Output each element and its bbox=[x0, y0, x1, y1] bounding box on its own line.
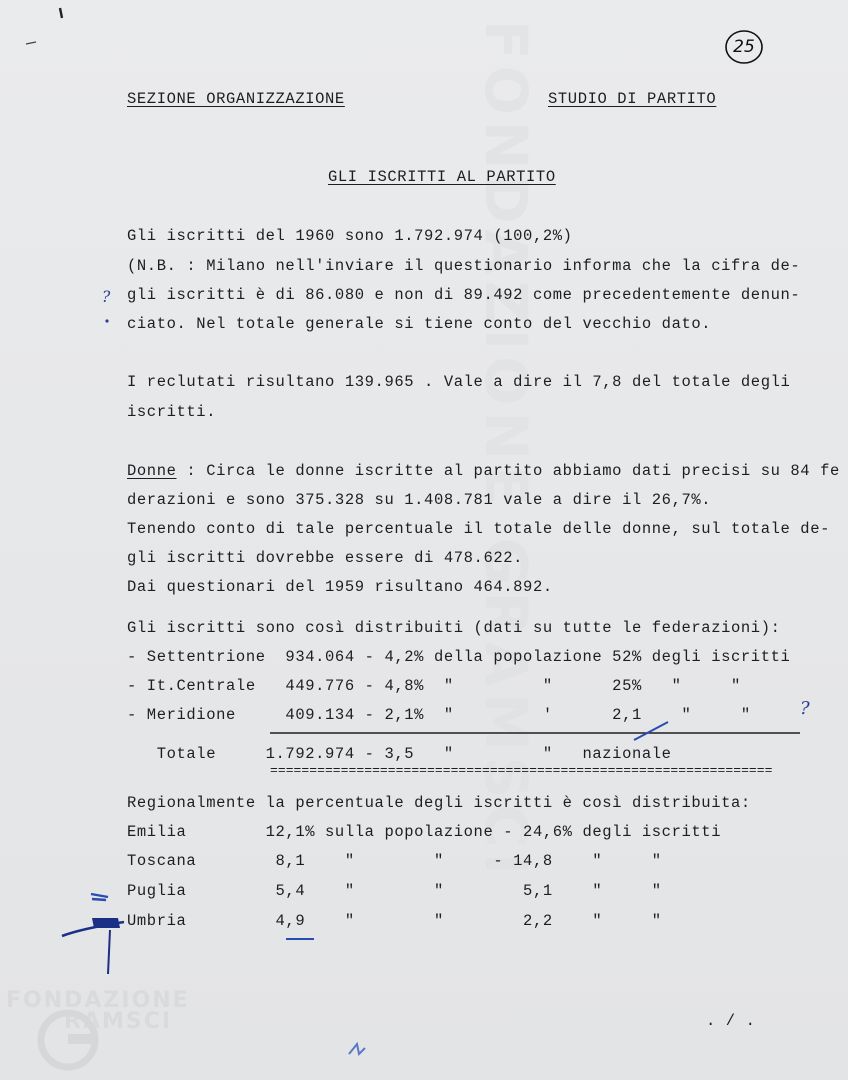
distribution-row: - Meridione 409.134 - 2,1% " ' 2,1 " " bbox=[127, 706, 751, 724]
women-line: gli iscritti dovrebbe essere di 478.622. bbox=[127, 549, 524, 567]
regional-row: Toscana 8,1 " " - 14,8 " " bbox=[127, 852, 662, 870]
margin-dot bbox=[104, 318, 110, 324]
blue-dash-mark bbox=[88, 888, 114, 904]
blue-tick-mark bbox=[632, 718, 672, 744]
vertical-watermark: FONDAZIONE GRAMSCI bbox=[472, 20, 540, 881]
para1-line: (N.B. : Milano nell'inviare il questionario informa che la cifra de- bbox=[127, 257, 801, 275]
women-label: Donne bbox=[127, 462, 177, 480]
women-line: Tenendo conto di tale percentuale il totale delle donne, sul totale de- bbox=[127, 520, 831, 538]
rule-line bbox=[270, 730, 808, 738]
page-number bbox=[723, 28, 765, 66]
watermark-line2: RAMSCI bbox=[64, 1009, 173, 1034]
blue-ink-speck bbox=[345, 1040, 369, 1060]
subtotal-rule bbox=[270, 730, 808, 738]
blue-underline-mark bbox=[284, 934, 318, 944]
page-title: GLI ISCRITTI AL PARTITO bbox=[328, 168, 556, 186]
continuation-mark: . / . bbox=[706, 1012, 756, 1030]
watermark-line1: FONDAZIONE bbox=[6, 988, 190, 1013]
women-line1-rest: : Circa le donne iscritte al partito abbiamo dati precisi su 84 fe bbox=[176, 462, 840, 480]
para1-line: ciato. Nel totale generale si tiene conto del vecchio dato. bbox=[127, 315, 712, 333]
para2-line: iscritti. bbox=[127, 403, 217, 421]
margin-question-mark: ? bbox=[800, 698, 811, 719]
regional-row: Puglia 5,4 " " 5,1 " " bbox=[127, 882, 662, 900]
header-left: SEZIONE ORGANIZZAZIONE bbox=[127, 90, 345, 108]
margin-question-mark: ? bbox=[102, 288, 111, 306]
regional-row: Emilia 12,1% sulla popolazione - 24,6% degli iscritti bbox=[127, 823, 722, 841]
distribution-row: - Settentrione 934.064 - 4,2% della popolazione 52% degli iscritti bbox=[127, 648, 791, 666]
women-line: Dai questionari del 1959 risultano 464.892. bbox=[127, 578, 553, 596]
para1-line: Gli iscritti del 1960 sono 1.792.974 (100,2%) bbox=[127, 227, 573, 245]
ink-speck bbox=[20, 4, 70, 52]
distribution-intro: Gli iscritti sono così distribuiti (dati su tutte le federazioni): bbox=[127, 619, 781, 637]
header-right: STUDIO DI PARTITO bbox=[548, 90, 717, 108]
page-number-text: 25 bbox=[733, 37, 755, 57]
blue-ink-stroke bbox=[58, 912, 130, 982]
distribution-total: Totale 1.792.974 - 3,5 " " nazionale bbox=[127, 745, 672, 763]
regional-intro: Regionalmente la percentuale degli iscritti è così distribuita: bbox=[127, 794, 751, 812]
para1-line: gli iscritti è di 86.080 e non di 89.492 come precedentemente denun- bbox=[127, 286, 801, 304]
regional-row: Umbria 4,9 " " 2,2 " " bbox=[127, 912, 662, 930]
women-line: derazioni e sono 375.328 su 1.408.781 vale a dire il 26,7%. bbox=[127, 491, 712, 509]
watermark-logo bbox=[36, 1008, 100, 1072]
total-double-rule: ================================================================ bbox=[270, 763, 773, 778]
para2-line: I reclutati risultano 139.965 . Vale a dire il 7,8 del totale degli bbox=[127, 373, 791, 391]
women-line bbox=[127, 462, 840, 480]
distribution-row: - It.Centrale 449.776 - 4,8% " " 25% " " bbox=[127, 677, 741, 695]
